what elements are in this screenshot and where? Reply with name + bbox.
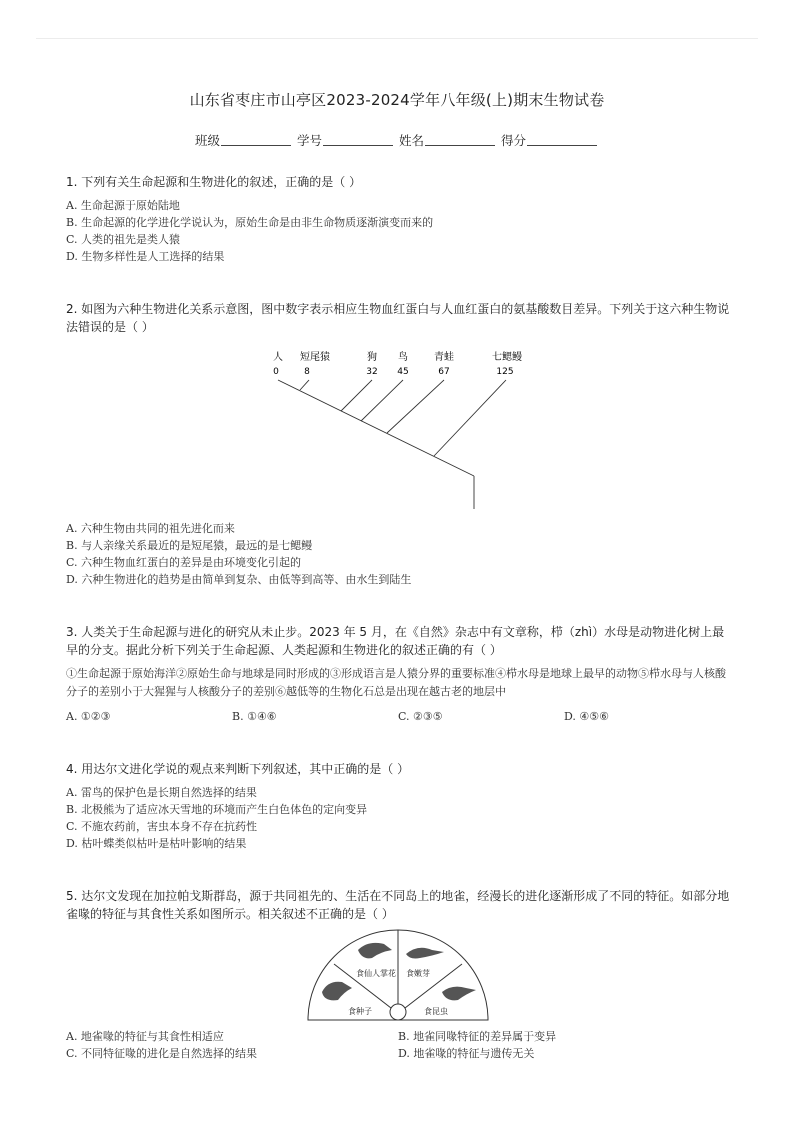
q1-option-a[interactable]: A. 生命起源于原始陆地 xyxy=(66,199,180,212)
tree-value-3: 45 xyxy=(397,367,409,377)
q5-option-c[interactable]: C. 不同特征喙的进化是自然选择的结果 xyxy=(66,1047,258,1060)
q1-stem: 1. 下列有关生命起源和生物进化的叙述，正确的是（ ） xyxy=(66,175,362,189)
q2-option-a[interactable]: A. 六种生物由共同的祖先进化而来 xyxy=(66,522,235,535)
finch-beak-diagram xyxy=(306,926,490,1022)
tree-value-5: 125 xyxy=(496,367,514,377)
tree-species-4: 青蛙 xyxy=(434,352,454,363)
score-label: 得分 xyxy=(500,133,526,148)
q3-option-d[interactable]: D. ④⑤⑥ xyxy=(564,710,610,723)
tree-species-3: 鸟 xyxy=(398,352,408,363)
figure-label-1: 食嫩芽 xyxy=(406,969,430,978)
tree-value-4: 67 xyxy=(438,367,450,377)
q2-option-d[interactable]: D. 六种生物进化的趋势是由简单到复杂、由低等到高等、由水生到陆生 xyxy=(66,573,412,586)
q3-option-a[interactable]: A. ①②③ xyxy=(66,710,111,723)
q5-option-a[interactable]: A. 地雀喙的特征与其食性相适应 xyxy=(66,1030,224,1043)
evolution-tree-diagram xyxy=(262,346,542,516)
q2-option-b[interactable]: B. 与人亲缘关系最近的是短尾猿，最远的是七鳃鳗 xyxy=(66,539,313,552)
q5-stem: 5. 达尔文发现在加拉帕戈斯群岛，源于共同祖先的、生活在不同岛上的地雀，经漫长的进化逐渐形成了不同的特征。如部分地雀喙的特征与其食性关系如图所示。相关叙述不正确的是（ ） xyxy=(66,889,730,921)
tree-branches xyxy=(278,380,506,509)
q1-option-d[interactable]: D. 生物多样性是人工选择的结果 xyxy=(66,250,225,263)
figure-label-2: 食种子 xyxy=(348,1007,372,1016)
q3-statements: ①生命起源于原始海洋②原始生命与地球是同时形成的③形成语言是人猿分界的重要标准④栉水母是地球上最早的动物⑤栉水母与人核酸分子的差别小于大猩猩与人核酸分子的差别⑥越低等的生物化石总是出现在越古老的地层中 xyxy=(66,667,726,698)
q3-option-b[interactable]: B. ①④⑥ xyxy=(232,710,277,723)
q5-option-b[interactable]: B. 地雀同喙特征的差异属于变异 xyxy=(398,1030,557,1043)
q1-option-b[interactable]: B. 生命起源的化学进化学说认为，原始生命是由非生命物质逐渐演变而来的 xyxy=(66,216,434,229)
number-blank[interactable] xyxy=(323,134,393,146)
center-circle xyxy=(390,1004,406,1020)
tree-value-0: 0 xyxy=(273,367,279,377)
tree-value-2: 32 xyxy=(366,367,378,377)
q4-option-b[interactable]: B. 北极熊为了适应冰天雪地的环境而产生白色体色的定向变异 xyxy=(66,803,368,816)
tree-species-0: 人 xyxy=(273,352,283,363)
student-info-line xyxy=(0,131,794,149)
tree-species-1: 短尾猿 xyxy=(300,352,330,363)
page-title: 山东省枣庄市山亭区2023-2024学年八年级(上)期末生物试卷 xyxy=(189,91,605,109)
class-label: 班级 xyxy=(194,133,220,148)
tree-species-5: 七鳃鳗 xyxy=(492,352,522,363)
number-label: 学号 xyxy=(296,133,322,148)
tree-species-2: 狗 xyxy=(367,352,377,363)
tree-value-1: 8 xyxy=(304,367,310,377)
top-divider xyxy=(36,38,758,39)
class-blank[interactable] xyxy=(221,134,291,146)
figure-label-0: 食仙人掌花 xyxy=(356,969,396,978)
name-label: 姓名 xyxy=(398,133,424,148)
figure-label-3: 食昆虫 xyxy=(424,1007,448,1016)
q3-option-c[interactable]: C. ②③⑤ xyxy=(398,710,443,723)
q2-option-c[interactable]: C. 六种生物血红蛋白的差异是由环境变化引起的 xyxy=(66,556,302,569)
q4-stem: 4. 用达尔文进化学说的观点来判断下列叙述，其中正确的是（ ） xyxy=(66,762,410,776)
score-blank[interactable] xyxy=(527,134,597,146)
q3-stem: 3. 人类关于生命起源与进化的研究从未止步。2023 年 5 月，在《自然》杂志中有文章称，栉（zhì）水母是动物进化树上最早的分支。据此分析下列关于生命起源、人类起源和生物进化的叙述正确的有（ ） xyxy=(66,625,725,657)
q1-option-c[interactable]: C. 人类的祖先是类人猿 xyxy=(66,233,181,246)
name-blank[interactable] xyxy=(425,134,495,146)
q4-option-a[interactable]: A. 雷鸟的保护色是长期自然选择的结果 xyxy=(66,786,257,799)
q5-option-d[interactable]: D. 地雀喙的特征与遗传无关 xyxy=(398,1047,535,1060)
q2-stem: 2. 如图为六种生物进化关系示意图，图中数字表示相应生物血红蛋白与人血红蛋白的氨基酸数目差异。下列关于这六种生物说法错误的是（ ） xyxy=(66,302,730,334)
q4-option-d[interactable]: D. 枯叶蝶类似枯叶是枯叶影响的结果 xyxy=(66,837,247,850)
q4-option-c[interactable]: C. 不施农药前，害虫本身不存在抗药性 xyxy=(66,820,258,833)
